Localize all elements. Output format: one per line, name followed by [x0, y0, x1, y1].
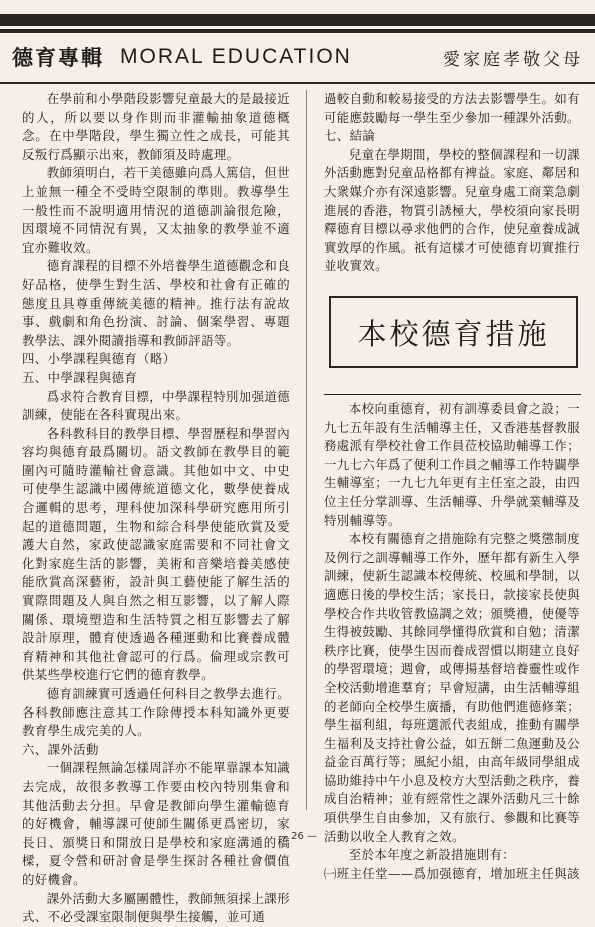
page-number: — 26 —: [277, 830, 318, 842]
section-heading: 六、課外活動: [22, 741, 99, 757]
section-title-box: 本校德育措施: [329, 296, 578, 368]
paragraph: 兒童在學期間，學校的整個課程和一切課外活動應對兒童品格都有裨益。家庭、鄰居和大衆媒介亦有深遠影響。兒童身處工商業急劇進展的香港，物質引誘極大，學校須向家長明釋德育目標以尋求他們的合作，使兒童養成誠實敦厚的作風。祇有這樣才可使德育切實推行並收實效。: [324, 146, 580, 274]
left-column: [22, 90, 290, 927]
paragraph: 至於本年度之新設措施則有：: [348, 847, 516, 863]
section-heading: 七、結論: [324, 128, 376, 144]
header-title-zh: 德育專輯: [12, 46, 104, 70]
paragraph: 課外活動大多屬團體性，教師無須採上課形式、不必受課室限制便與學生接觸，並可通: [22, 890, 290, 925]
header-bar-thin: [0, 29, 595, 33]
paragraph: 在學前和小學階段影響兒童最大的是最接近的人，所以要以身作則而非灌輸抽象道德概念。在中學階段，學生獨立性之成長，可能其反叛行爲顯示出來，教師須及時處理。: [22, 91, 290, 162]
paragraph: 爲求符合教育目標，中學課程特別加强道德訓練，使能在各科實現出來。: [22, 388, 290, 423]
right-column-bottom: [324, 400, 580, 883]
right-column-top: [324, 90, 580, 276]
section-heading: 四、小學課程與德育（略）: [22, 351, 176, 367]
column-divider: [306, 90, 307, 810]
header-rule: [0, 82, 595, 84]
page-header: [0, 37, 595, 77]
paragraph: 過較自動和較易接受的方法去影響學生。如有可能應鼓勵每一學生至少參加一種課外活動。: [324, 91, 580, 125]
paragraph: 教師須明白，若干美德雖向爲人篤信，但世上並無一種全不受時空限制的準則。教導學生一般性而不說明適用情況的道德訓論很危險，因環境不同情況有異，又太抽象的教學並不適宜亦難收效。: [22, 165, 290, 255]
paragraph: 德育訓練實可透過任何科目之教學去進行。各科教師應注意其工作除傳授本科知識外更要教育學生成完美的人。: [22, 686, 290, 739]
paragraph: 德育課程的目標不外培養學生道德觀念和良好品格，使學生對生活、學校和社會有正確的態度且具尊重傳統美德的精神。推行法有說故事、戲劇和角色扮演、討論、個案學習、專題教學法、課外閱讀指導和教師評語等。: [22, 258, 290, 348]
paragraph: 本校向重德育，初有訓導委員會之設；一九七五年設有生活輔導主任，又香港基督教服務處派有學校社會工作員莅校協助輔導工作；一九七六年爲了便利工作員之輔導工作特闢學生輔導室；一九七九年更有主任室之設，由四位主任分掌訓導、生活輔導、升學就業輔導及特別輔導等。: [324, 401, 580, 528]
paragraph: 本校有關德育之措施除有完整之獎懲制度及例行之訓導輔導工作外，歷年都有新生入學訓練，使新生認識本校傳統、校風和學制，以適應日後的學校生活；家長日，款接家長使與學校合作共收管教協調之效；頒獎禮，使優等生得被鼓勵、其餘同學懂得欣賞和自勉；清潔秩序比賽，使學生因而養成習慣以期建立良好的學習環境；週會，或傳揚基督培養靈性或作全校活動增進羣育；早會短講，由生活輔導組的老師向全校學生廣播，有助他們進德修業；學生福利組，每班選派代表組成，推動有關學生福利及支持社會公益，如五餅二魚運動及公益金百萬行等；風紀小組，由高年級同學組成協助維持中午小息及校方大型活動之秩序，養成自治精神；並有經常性之課外活動凡三十餘項供學生自由參加，又有旅行、參觀和比賽等活動以收全人教育之效。: [324, 531, 580, 844]
paragraph: 各科教科目的教學目標、學習歷程和學習內容均與德育最爲關切。語文教師在教學目的範圍內可隨時灌輸社會意識。其他如中文、中史可使學生認識中國傳統道德文化，數學使養成合邏輯的思考，理科使加深科學研究應用所引起的道德問題，生物和綜合科學使能欣賞及愛護大自然，家政使認識家庭需要和不同社會文化對家庭生活的影響，美術和音樂培養美感使能欣賞高深藝術，設計與工藝使能了解生活的實際問題及人與自然之相互影響，以了解人際關係、環境塑造和生活特質之相互影響去了解設計原理，體育使透過各種運動和比賽養成體育精神和其他社會認可的行爲。倫理或宗教可供某些學校進行它們的德育教學。: [22, 425, 290, 683]
header-title-en: MORAL EDUCATION: [120, 45, 352, 68]
header-motto: 愛家庭孝敬父母: [443, 49, 583, 70]
header-bar-thick: [0, 14, 595, 26]
paragraph: 一個課程無論怎樣周詳亦不能單靠課本知識去完成，故很多教導工作要由校內特別集會和其他活動去分担。早會是教師向學生灌輸德育的好機會，輔導課可使師生關係更爲密切，家長日、頒獎日和開放日是學校和家庭溝通的橋樑，夏令營和研討會是學生探討各種社會價值的好機會。: [22, 760, 290, 887]
paragraph: ㈠班主任堂——爲加强德育，增加班主任與該: [324, 865, 580, 881]
section-rule: [324, 394, 581, 395]
section-heading: 五、中學課程與德育: [22, 369, 138, 385]
